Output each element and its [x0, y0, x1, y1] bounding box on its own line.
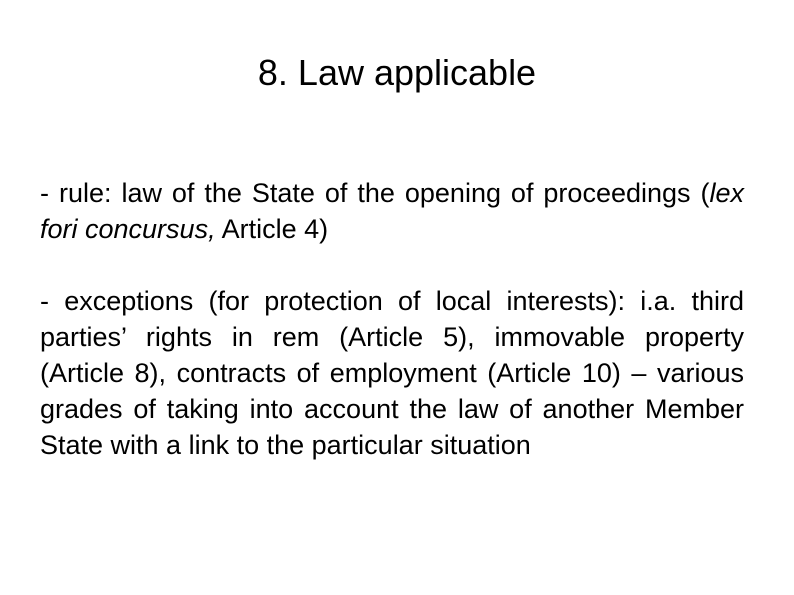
exceptions-paragraph: - exceptions (for protection of local interests): i.a. third parties’ rights in rem (Article 5), immovable property (Article 8), contracts of employment (Article 10) – various grades of taking into account the law of another Member State with a link to the particular situation — [40, 286, 744, 460]
rule-text: - rule: law of the State of the opening of proceedings ( — [40, 178, 710, 208]
slide-title: 8. Law applicable — [257, 52, 537, 93]
rule-paragraph — [40, 175, 744, 247]
rule-italic-term: lex fori concursus, — [40, 178, 744, 244]
slide-body — [40, 175, 744, 463]
rule-suffix: Article 4) — [215, 214, 329, 244]
